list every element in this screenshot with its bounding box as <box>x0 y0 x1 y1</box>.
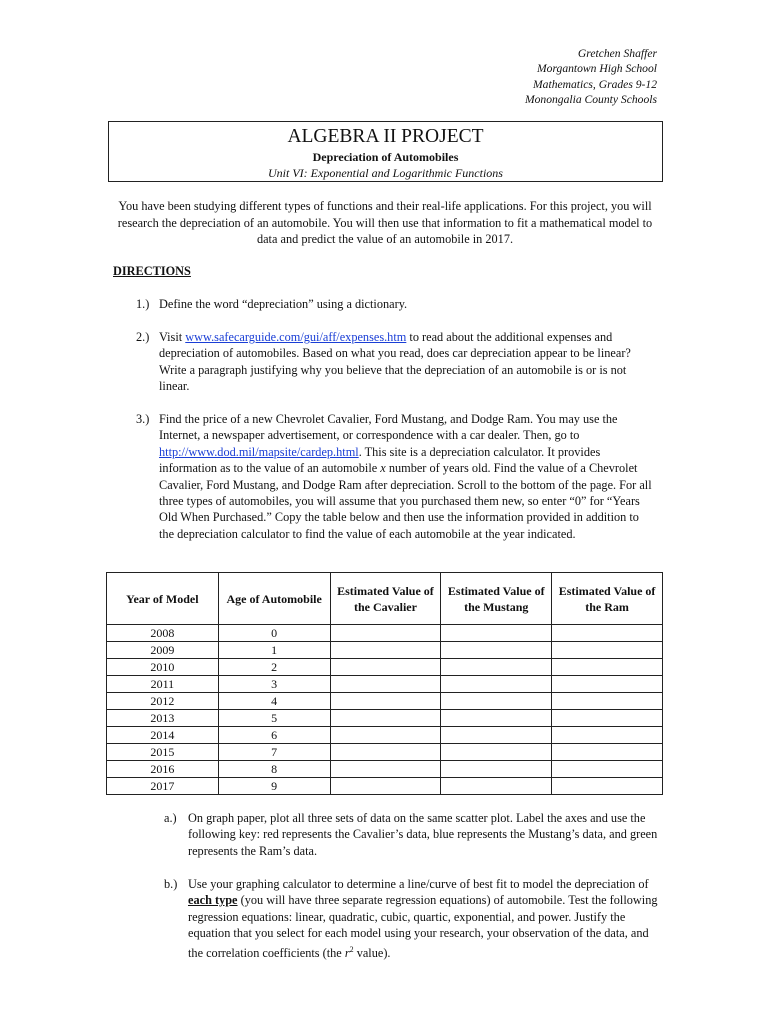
title-box <box>108 121 663 182</box>
sub-text: Use your graphing calculator to determine a line/curve of best fit to model the depreciation of each type (you will have three separate regression equations) of automobile. Test the following regression equations: linear, quadratic, cubic, quartic, exponential, and power. Justify the equation that you select for each model using your research, your observation of the data, and the correlation coefficients (the $r^2$ value). <box>188 877 658 960</box>
age-cell: 6 <box>218 727 330 744</box>
table-body <box>107 625 663 795</box>
age-cell: 9 <box>218 778 330 795</box>
table-row <box>107 625 663 642</box>
item-number: 3.) <box>136 412 150 426</box>
page-subtitle: Depreciation of Automobiles <box>312 150 459 164</box>
age-cell: 7 <box>218 744 330 761</box>
ram-value-cell <box>552 625 663 642</box>
year-cell: 2012 <box>107 693 219 710</box>
age-cell: 2 <box>218 659 330 676</box>
mustang-value-cell <box>441 625 552 642</box>
ram-value-cell <box>552 642 663 659</box>
sub-number: a.) <box>164 811 177 825</box>
ram-value-cell <box>552 693 663 710</box>
table-row <box>107 761 663 778</box>
cavalier-value-cell <box>330 676 441 693</box>
expenses-link[interactable]: www.safecarguide.com/gui/aff/expenses.htm <box>185 330 407 344</box>
table-row <box>107 659 663 676</box>
author-block <box>525 46 657 108</box>
unit-label: Unit VI: Exponential and Logarithmic Functions <box>268 166 503 180</box>
cavalier-value-cell <box>330 693 441 710</box>
age-cell: 8 <box>218 761 330 778</box>
cavalier-value-cell <box>330 778 441 795</box>
age-cell: 0 <box>218 625 330 642</box>
item-text: Find the price of a new Chevrolet Cavalier, Ford Mustang, and Dodge Ram. You may use the Internet, a newspaper advertisement, or correspondence with a car dealer. Then, go to http://www.dod.mil/mapsite/cardep.html. This site is a depreciation calculator. It provides information as to the value of an automobile x number of years old. Find the value of a Chevrolet Cavalier, Ford Mustang, and Dodge Ram after depreciation. Scroll to the bottom of the page. For all three types of automobiles, you will assume that you purchased them new, so enter “0” for “Years Old When Purchased.” Copy the table below and then use the information provided in addition to the depreciation calculator to find the value of each automobile at the year indicated. <box>159 412 652 541</box>
item-text: Define the word “depreciation” using a dictionary. <box>159 297 408 311</box>
mustang-value-cell <box>441 744 552 761</box>
table-row <box>107 727 663 744</box>
author-district: Monongalia County Schools <box>524 93 657 107</box>
author-subject: Mathematics, Grades 9-12 <box>533 77 657 91</box>
cavalier-value-cell <box>330 710 441 727</box>
table-row <box>107 778 663 795</box>
table-row <box>107 642 663 659</box>
mustang-value-cell <box>441 693 552 710</box>
header-age: Age of Automobile <box>218 573 330 625</box>
sub-item-a <box>164 810 664 859</box>
table-row <box>107 710 663 727</box>
header-cavalier: Estimated Value of the Cavalier <box>330 573 441 625</box>
sub-number: b.) <box>164 877 178 891</box>
year-cell: 2015 <box>107 744 219 761</box>
age-cell: 5 <box>218 710 330 727</box>
mustang-value-cell <box>441 727 552 744</box>
year-cell: 2011 <box>107 676 219 693</box>
ram-value-cell <box>552 727 663 744</box>
year-cell: 2010 <box>107 659 219 676</box>
ram-value-cell <box>552 744 663 761</box>
table-row <box>107 693 663 710</box>
item-number: 2.) <box>136 330 150 344</box>
header-year: Year of Model <box>107 573 219 625</box>
author-name: Gretchen Shaffer <box>577 47 657 60</box>
sub-item-b <box>164 876 664 961</box>
directions-heading: DIRECTIONS <box>113 264 191 278</box>
mustang-value-cell <box>441 642 552 659</box>
cavalier-value-cell <box>330 659 441 676</box>
cavalier-value-cell <box>330 744 441 761</box>
age-cell: 3 <box>218 676 330 693</box>
year-cell: 2009 <box>107 642 219 659</box>
year-cell: 2017 <box>107 778 219 795</box>
page-title: ALGEBRA II PROJECT <box>287 126 484 147</box>
sub-text: On graph paper, plot all three sets of data on the same scatter plot. Label the axes and use the following key: red represents the Cavalier’s data, blue represents the Mustang’s data, and green represents the Ram’s data. <box>188 811 658 858</box>
item-number: 1.) <box>136 297 150 311</box>
mustang-value-cell <box>441 676 552 693</box>
ram-value-cell <box>552 778 663 795</box>
mustang-value-cell <box>441 710 552 727</box>
age-cell: 1 <box>218 642 330 659</box>
cavalier-value-cell <box>330 727 441 744</box>
calculator-link[interactable]: http://www.dod.mil/mapsite/cardep.html <box>159 444 359 459</box>
year-cell: 2008 <box>107 625 219 642</box>
ram-value-cell <box>552 676 663 693</box>
mustang-value-cell <box>441 761 552 778</box>
cavalier-value-cell <box>330 625 441 642</box>
ram-value-cell <box>552 761 663 778</box>
direction-item-1 <box>136 296 676 312</box>
year-cell: 2014 <box>107 727 219 744</box>
header-mustang: Estimated Value of the Mustang <box>441 573 552 625</box>
table-row <box>107 676 663 693</box>
cavalier-value-cell <box>330 642 441 659</box>
direction-item-3 <box>136 411 656 542</box>
year-cell: 2016 <box>107 761 219 778</box>
author-school: Morgantown High School <box>536 62 657 76</box>
table-row <box>107 744 663 761</box>
mustang-value-cell <box>441 659 552 676</box>
intro-paragraph: You have been studying different types of functions and their real-life applications. For this project, you will research the depreciation of an automobile. You will then use that information to fit a mathematical model to data and predict the value of an automobile in 2017. <box>117 199 653 247</box>
mustang-value-cell <box>441 778 552 795</box>
age-cell: 4 <box>218 693 330 710</box>
year-cell: 2013 <box>107 710 219 727</box>
item-text: Visit www.safecarguide.com/gui/aff/expenses.htm to read about the additional expenses and depreciation of automobiles. Based on what you read, does car depreciation appear to be linear? Write a paragraph justifying why you believe that the depreciation of an automobile is or is not linear. <box>159 330 631 394</box>
ram-value-cell <box>552 659 663 676</box>
depreciation-table <box>106 572 663 795</box>
ram-value-cell <box>552 710 663 727</box>
cavalier-value-cell <box>330 761 441 778</box>
direction-item-2 <box>136 329 656 395</box>
header-ram: Estimated Value of the Ram <box>552 573 663 625</box>
